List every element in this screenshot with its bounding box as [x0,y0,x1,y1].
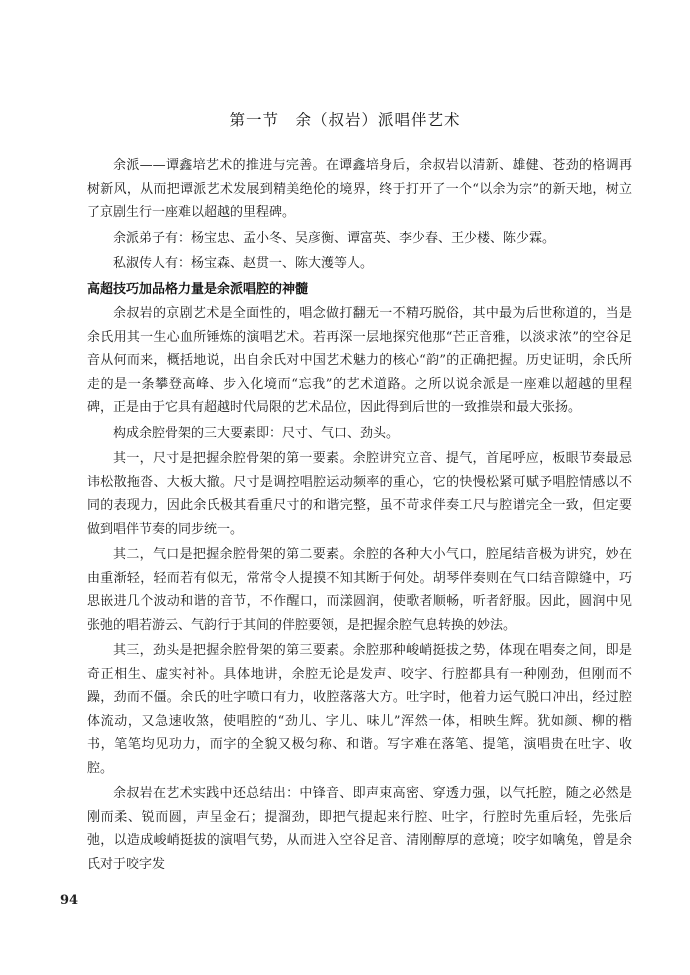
document-body [87,154,632,876]
section-subheading: 高超技巧加品格力量是余派唱腔的神髓 [87,281,309,297]
paragraph-practice: 余叔岩在艺术实践中还总结出：中锋音、即声束高密、穿透力强，以气托腔，随之必然是刚而柔、锐而圆，声呈金石；提溜劲，即把气提起来行腔、吐字，行腔时先重后轻，先张后弛，以造成峻峭挺拔的演唱气势，从而进入空谷足音、清刚醇厚的意境；咬字如噙兔，曾是余氏对于咬字发 [87,786,632,872]
paragraph-tempo: 其一，尺寸是把握余腔骨架的第一要素。余腔讲究立音、提气，首尾呼应，板眼节奏最忌讳松散拖沓、大板大撤。尺寸是调控唱腔运动频率的重心，它的快慢松紧可赋予唱腔情感以不同的表现力，因此余氏极其看重尺寸的和谐完整，虽不苛求伴奏工尺与腔谱完全一致，但定要做到唱伴节奏的同步统一。 [87,451,632,537]
section-title: 第一节 余（叔岩）派唱伴艺术 [229,111,461,129]
paragraph-breath: 其二，气口是把握余腔骨架的第二要素。余腔的各种大小气口，腔尾结音极为讲究，妙在由重渐轻，轻而若有似无，常常令人提摸不知其断于何处。胡琴伴奏则在气口结音隙缝中，巧思嵌进几个波动和谐的音节，不作醒口，而漾圆润，使歌者顺畅，听者舒服。因此，圆润中见张弛的唱若游云、气韵行于其间的伴腔要领，是把握余腔气息转换的妙法。 [87,547,632,633]
page-number: 94 [60,893,79,908]
paragraph-intro: 余派——谭鑫培艺术的推进与完善。在谭鑫培身后，余叔岩以清新、雄健、苍劲的格调再树新风，从而把谭派艺术发展到精美绝伦的境界，终于打开了一个“以余为宗”的新天地，树立了京剧生行一座难以超越的里程碑。 [87,158,632,220]
paragraph-private-students: 私淑传人有：杨宝森、赵贯一、陈大濩等人。 [113,256,374,271]
paragraph-disciples: 余派弟子有：杨宝忠、孟小冬、吴彦衡、谭富英、李少春、王少楼、陈少霖。 [113,230,556,246]
paragraph-strength: 其三，劲头是把握余腔骨架的第三要素。余腔那种峻峭挺拔之势，体现在唱奏之间，即是奇正相生、虚实衬补。具体地讲，余腔无论是发声、咬字、行腔都具有一种刚劲，但刚而不躁，劲而不僵。余氏的吐字喷口有力，收腔落落大方。吐字时，他着力运气脱口冲出，经过腔体流动，又急速收煞，使唱腔的“劲儿、字儿、味儿”浑然一体，相映生辉。犹如颜、柳的楷书，笔笔均见功力，而字的全貌又极匀称、和谐。写字难在落笔、提笔，演唱贵在吐字、收腔。 [87,643,632,776]
paragraph-three-elements: 构成余腔骨架的三大要素即：尺寸、气口、劲头。 [113,425,400,441]
paragraph-art: 余叔岩的京剧艺术是全面性的，唱念做打翻无一不精巧脱俗，其中最为后世称道的，当是余氏用其一生心血所锤炼的演唱艺术。若再深一层地探究他那“芒正音雅，以淡求浓”的空谷足音从何而来，概括地说，出自余氏对中国艺术魅力的核心“韵”的正确把握。历史证明，余氏所走的是一条攀登高峰、步入化境而“忘我”的艺术道路。之所以说余派是一座难以超越的里程碑，正是由于它具有超越时代局限的艺术品位，因此得到后世的一致推崇和最大张扬。 [87,306,632,415]
